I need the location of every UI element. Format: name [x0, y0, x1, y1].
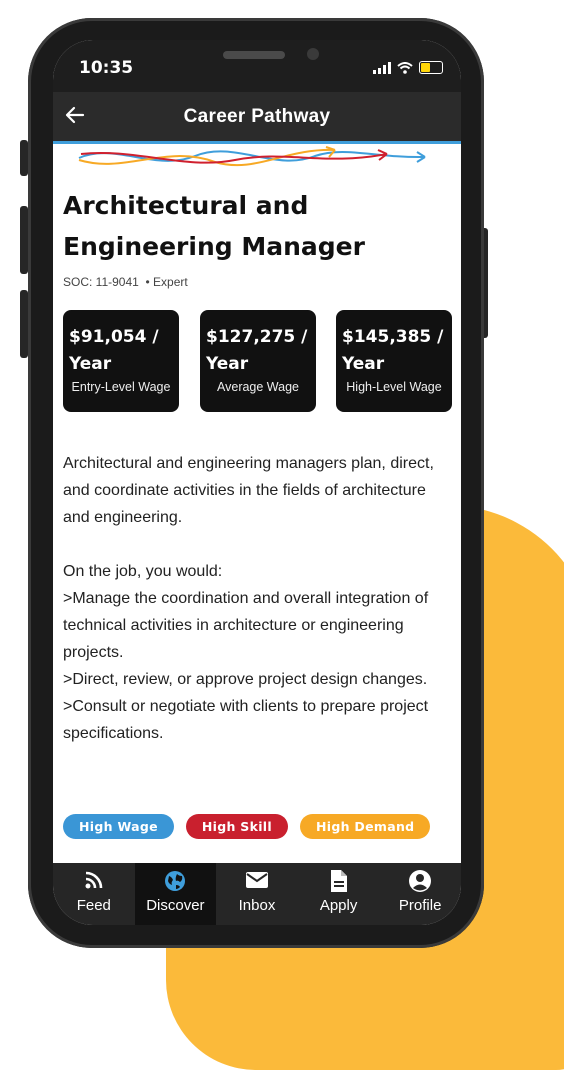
- speaker-grille: [223, 51, 285, 59]
- tab-discover[interactable]: [135, 863, 217, 925]
- rss-icon: [83, 869, 105, 891]
- phone-volume-down-button: [20, 290, 28, 358]
- envelope-icon: [245, 869, 269, 891]
- wage-label: Entry-Level Wage: [71, 380, 171, 394]
- career-pathway-wave-graphic: [75, 144, 443, 176]
- wage-cards: [63, 310, 453, 412]
- tab-label: Profile: [398, 897, 442, 914]
- tag-high-wage[interactable]: High Wage: [63, 814, 174, 839]
- wifi-icon: [397, 62, 413, 74]
- status-time: 10:35: [79, 58, 134, 78]
- tab-label: Feed: [76, 897, 111, 914]
- wage-unit: Year: [69, 354, 112, 374]
- wage-value: $145,385 /: [342, 327, 444, 347]
- document-icon: [329, 869, 349, 893]
- tab-apply[interactable]: [298, 863, 380, 925]
- app-bar: [53, 92, 461, 144]
- tab-label: Apply: [319, 897, 358, 914]
- wage-unit: Year: [342, 354, 385, 374]
- wage-label: High-Level Wage: [346, 380, 442, 394]
- wage-amount: [69, 324, 179, 378]
- wage-card-average: [200, 310, 316, 412]
- globe-icon: [163, 869, 187, 893]
- career-tags: [63, 814, 430, 839]
- status-bar: [53, 40, 461, 92]
- tab-label: Discover: [146, 897, 205, 914]
- tag-high-demand[interactable]: High Demand: [300, 814, 430, 839]
- phone-mute-switch: [20, 140, 28, 176]
- wage-value: $91,054 /: [69, 327, 159, 347]
- battery-icon: [419, 61, 443, 74]
- career-description: Architectural and engineering managers plan, direct, and coordinate activities in the fields of architecture and engineering.: [63, 455, 434, 526]
- bottom-tab-bar: [53, 863, 461, 925]
- wage-label: Average Wage: [217, 380, 299, 394]
- tab-inbox[interactable]: [216, 863, 298, 925]
- job-duty-item: >Manage the coordination and overall integration of technical activities in architecture or engineering projects.: [63, 590, 429, 661]
- career-title-line-1: Architectural and: [63, 191, 309, 220]
- front-camera: [307, 48, 319, 60]
- tab-label: Inbox: [238, 897, 276, 914]
- phone-screen: [53, 40, 461, 925]
- tag-high-skill[interactable]: High Skill: [186, 814, 288, 839]
- career-title: [63, 185, 453, 267]
- status-icons: [373, 61, 443, 74]
- job-duty-item: >Direct, review, or approve project design changes.: [63, 671, 428, 688]
- wage-unit: Year: [206, 354, 249, 374]
- job-duty-item: >Consult or negotiate with clients to prepare project specifications.: [63, 698, 429, 742]
- wage-card-high: [336, 310, 452, 412]
- wage-card-entry: [63, 310, 179, 412]
- user-circle-icon: [408, 869, 432, 893]
- wage-amount: [206, 324, 316, 378]
- phone-volume-up-button: [20, 206, 28, 274]
- tab-feed[interactable]: [53, 863, 135, 925]
- wage-amount: [342, 324, 452, 378]
- wage-value: $127,275 /: [206, 327, 308, 347]
- tab-profile[interactable]: [379, 863, 461, 925]
- soc-code: SOC: 11-9041 • Expert: [63, 275, 188, 289]
- signal-icon: [373, 62, 391, 74]
- job-duties-intro: On the job, you would:: [63, 563, 223, 580]
- job-duties: [63, 558, 455, 747]
- career-title-line-2: Engineering Manager: [63, 232, 365, 261]
- page-title: Career Pathway: [183, 106, 331, 127]
